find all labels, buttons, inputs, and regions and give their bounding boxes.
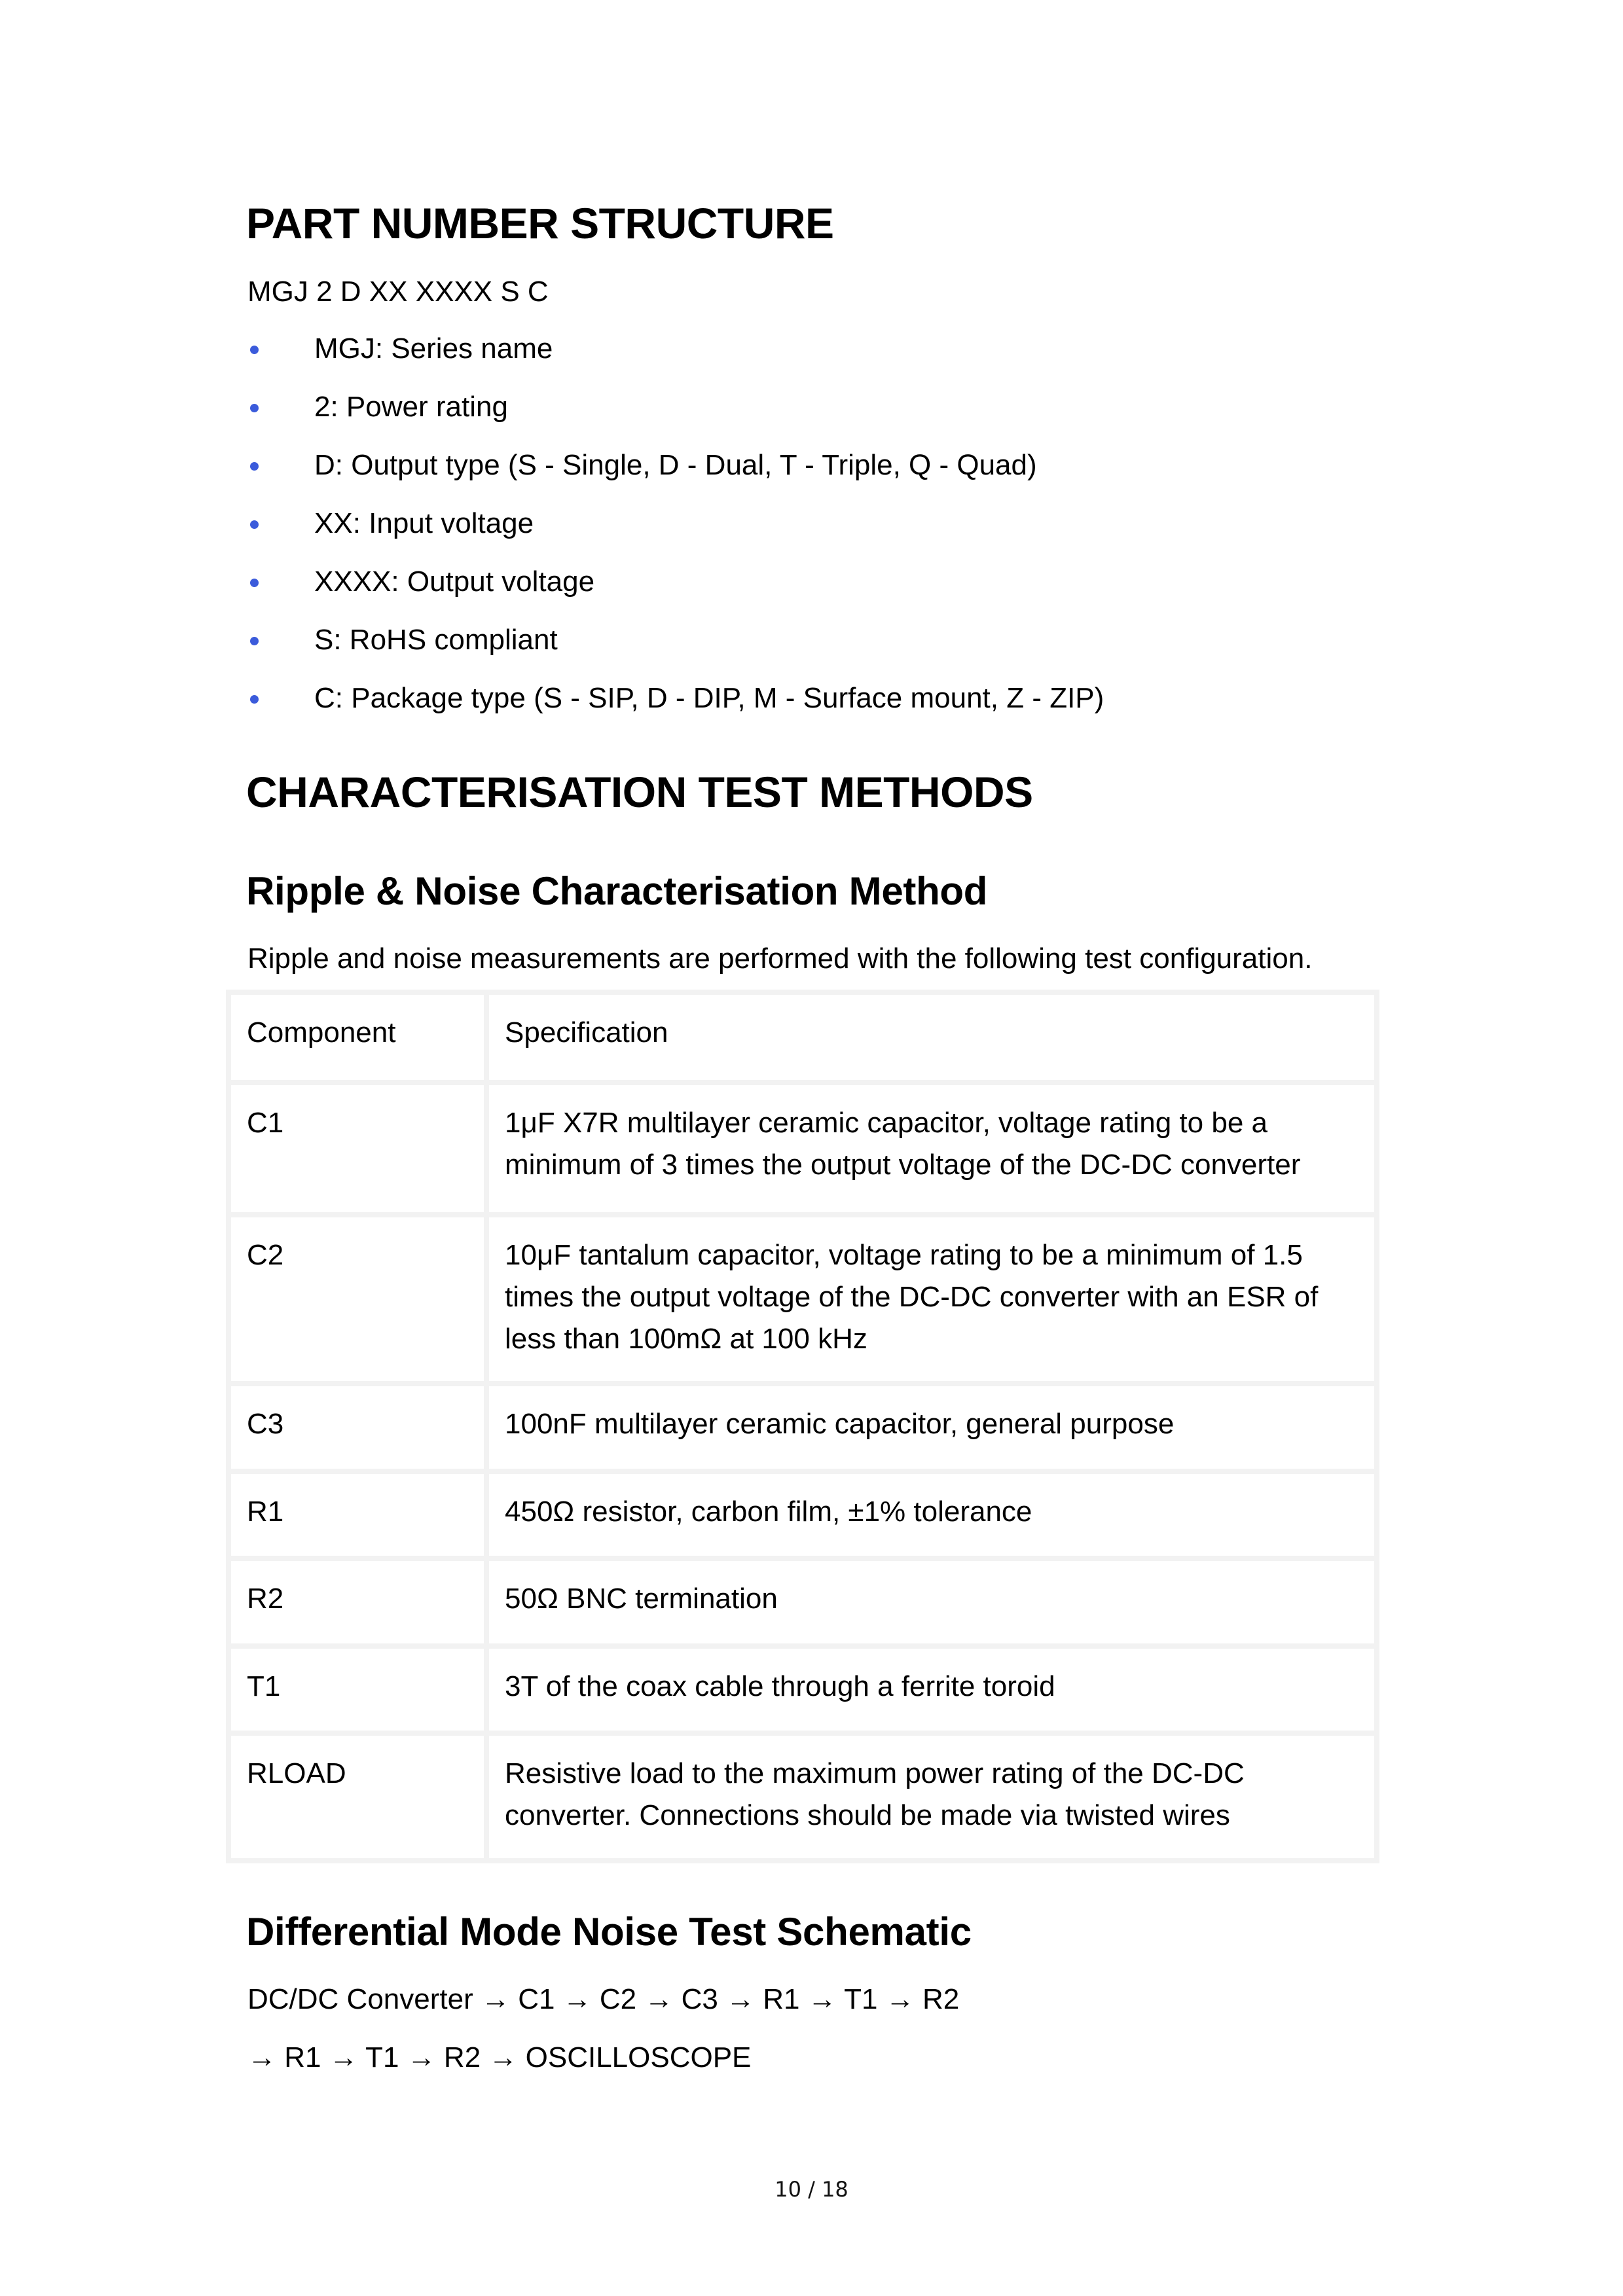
page-number: 10 / 18 bbox=[775, 2177, 848, 2202]
list-item-text: XX: Input voltage bbox=[314, 507, 534, 539]
list-item-text: S: RoHS compliant bbox=[314, 624, 558, 656]
cell-component: RLOAD bbox=[228, 1733, 486, 1861]
list-item bbox=[247, 565, 1104, 624]
bullet-icon bbox=[250, 520, 259, 529]
subsection-heading-ripple-noise: Ripple & Noise Characterisation Method bbox=[246, 869, 988, 913]
ripple-noise-intro: Ripple and noise measurements are performed with the following test configuration. bbox=[247, 942, 1313, 975]
table-row bbox=[228, 1733, 1377, 1861]
cell-component: R2 bbox=[228, 1558, 486, 1646]
header-cell-specification: Specification bbox=[486, 992, 1377, 1083]
section-heading-test-methods: CHARACTERISATION TEST METHODS bbox=[246, 768, 1033, 816]
list-item bbox=[247, 682, 1104, 740]
table-row bbox=[228, 1558, 1377, 1646]
list-item-text: MGJ: Series name bbox=[314, 332, 553, 365]
bullet-icon bbox=[250, 346, 259, 354]
schematic-line-2: → R1 → T1 → R2 → OSCILLOSCOPE bbox=[247, 2041, 752, 2073]
table-row bbox=[228, 1083, 1377, 1215]
list-item-text: D: Output type (S - Single, D - Dual, T - Triple, Q - Quad) bbox=[314, 449, 1037, 481]
list-item-text: XXXX: Output voltage bbox=[314, 565, 595, 598]
table-header-row bbox=[228, 992, 1377, 1083]
cell-specification: 50Ω BNC termination bbox=[486, 1558, 1377, 1646]
cell-specification: 3T of the coax cable through a ferrite toroid bbox=[486, 1646, 1377, 1733]
cell-component: C3 bbox=[228, 1384, 486, 1471]
list-item bbox=[247, 624, 1104, 682]
bullet-icon bbox=[250, 462, 259, 471]
cell-specification: 1μF X7R multilayer ceramic capacitor, voltage rating to be a minimum of 3 times the output voltage of the DC-DC converter bbox=[486, 1083, 1377, 1215]
cell-specification: 10μF tantalum capacitor, voltage rating to be a minimum of 1.5 times the output voltage of the DC-DC converter with an ESR of less than 100mΩ at 100 kHz bbox=[486, 1215, 1377, 1384]
list-item bbox=[247, 507, 1104, 565]
list-item bbox=[247, 332, 1104, 391]
part-number-bullet-list bbox=[247, 332, 1104, 740]
cell-component: T1 bbox=[228, 1646, 486, 1733]
bullet-icon bbox=[250, 695, 259, 704]
list-item bbox=[247, 391, 1104, 449]
header-cell-component: Component bbox=[228, 992, 486, 1083]
cell-component: R1 bbox=[228, 1471, 486, 1558]
table-row bbox=[228, 1646, 1377, 1733]
list-item bbox=[247, 449, 1104, 507]
list-item-text: C: Package type (S - SIP, D - DIP, M - Surface mount, Z - ZIP) bbox=[314, 682, 1104, 714]
list-item-text: 2: Power rating bbox=[314, 391, 508, 423]
schematic-line-1: DC/DC Converter → C1 → C2 → C3 → R1 → T1 → R2 bbox=[247, 1983, 960, 2015]
component-spec-table bbox=[226, 990, 1379, 1863]
cell-specification: 100nF multilayer ceramic capacitor, general purpose bbox=[486, 1384, 1377, 1471]
cell-component: C1 bbox=[228, 1083, 486, 1215]
table-row bbox=[228, 1215, 1377, 1384]
subsection-heading-schematic: Differential Mode Noise Test Schematic bbox=[246, 1910, 972, 1954]
cell-specification: 450Ω resistor, carbon film, ±1% tolerance bbox=[486, 1471, 1377, 1558]
section-heading-part-number: PART NUMBER STRUCTURE bbox=[246, 199, 834, 247]
part-number-code: MGJ 2 D XX XXXX S C bbox=[247, 276, 549, 308]
bullet-icon bbox=[250, 637, 259, 645]
bullet-icon bbox=[250, 404, 259, 412]
cell-component: C2 bbox=[228, 1215, 486, 1384]
bullet-icon bbox=[250, 579, 259, 587]
table-row bbox=[228, 1384, 1377, 1471]
cell-specification: Resistive load to the maximum power rating of the DC-DC converter. Connections should be made via twisted wires bbox=[486, 1733, 1377, 1861]
table-row bbox=[228, 1471, 1377, 1558]
